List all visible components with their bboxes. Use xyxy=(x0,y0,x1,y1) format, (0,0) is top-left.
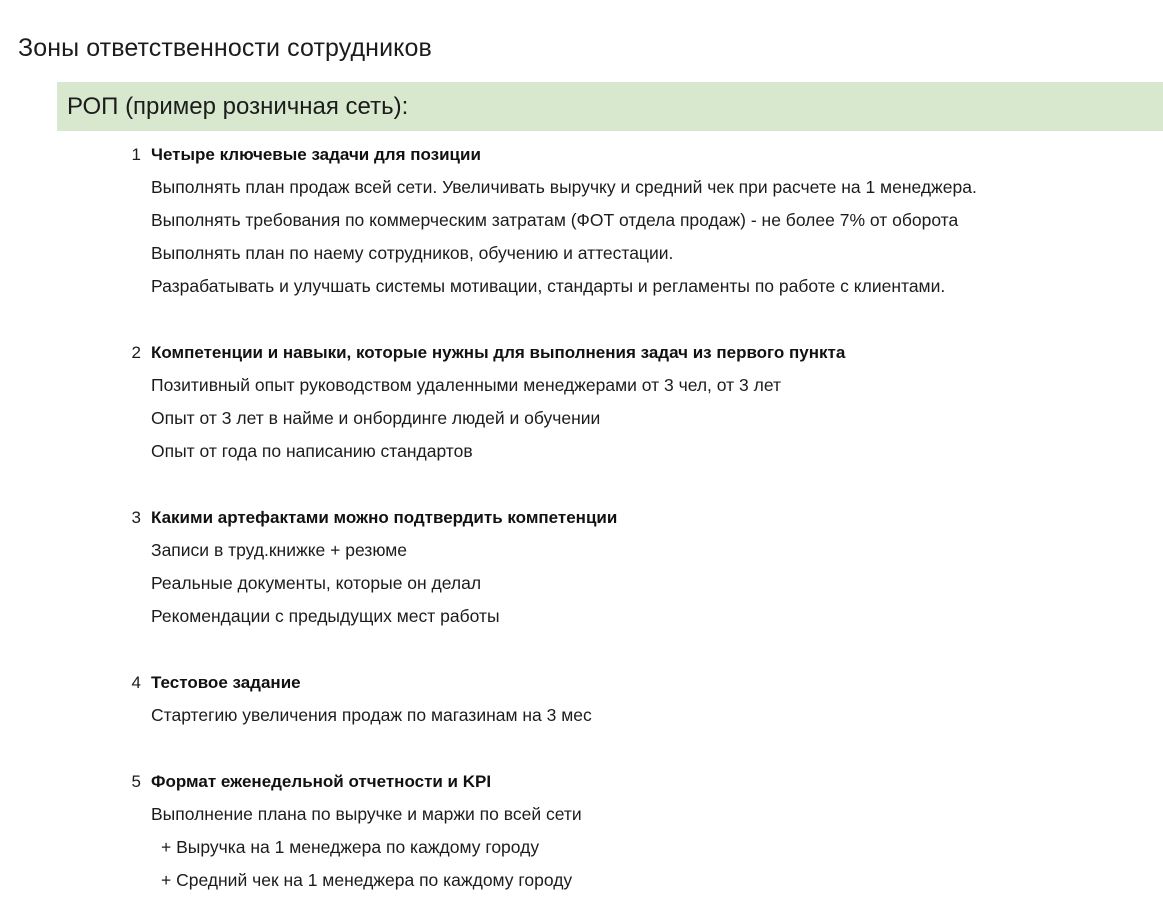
section-line-list xyxy=(0,369,1163,468)
section xyxy=(0,131,1163,329)
section-heading: Компетенции и навыки, которые нужны для выполнения задач из первого пункта xyxy=(151,343,846,362)
section-heading: Какими артефактами можно подтвердить компетенции xyxy=(151,508,618,527)
section xyxy=(0,659,1163,758)
section-heading: Тестовое задание xyxy=(151,673,301,692)
section-line: Опыт от 3 лет в найме и онбординге людей и обучении xyxy=(151,408,601,428)
section-banner xyxy=(57,82,1163,131)
section-heading-row xyxy=(0,765,1163,798)
section-line-list xyxy=(0,534,1163,633)
page-title: Зоны ответственности сотрудников xyxy=(18,33,432,62)
section-line: Реальные документы, которые он делал xyxy=(151,573,482,593)
section-number: 1 xyxy=(131,145,141,164)
section-line-list xyxy=(0,798,1163,897)
section-heading: Формат еженедельной отчетности и KPI xyxy=(151,772,492,791)
section-number: 3 xyxy=(131,508,141,527)
sections-container xyxy=(0,131,1163,897)
section xyxy=(0,329,1163,494)
section-banner-label: РОП (пример розничная сеть): xyxy=(67,92,409,120)
section-line: Опыт от года по написанию стандартов xyxy=(151,441,473,461)
section-line: Разрабатывать и улучшать системы мотивации, стандарты и регламенты по работе с клиентами. xyxy=(151,276,946,296)
section-line: Рекомендации с предыдущих мест работы xyxy=(151,606,500,626)
section-line: Позитивный опыт руководством удаленными менеджерами от 3 чел, от 3 лет xyxy=(151,375,781,395)
section-heading: Четыре ключевые задачи для позиции xyxy=(151,145,481,164)
section-line: Выполнять план продаж всей сети. Увеличивать выручку и средний чек при расчете на 1 менеджера. xyxy=(151,177,977,197)
section-number: 2 xyxy=(131,343,141,362)
section-line-plus: + Выручка на 1 менеджера по каждому городу xyxy=(161,837,540,857)
section-line: Записи в труд.книжке + резюме xyxy=(151,540,408,560)
section-line-list xyxy=(0,171,1163,303)
section-line-plus: + Средний чек на 1 менеджера по каждому городу xyxy=(161,870,573,890)
section-number: 4 xyxy=(131,673,141,692)
section-line-list xyxy=(0,699,1163,732)
section-heading-row xyxy=(0,336,1163,369)
section-line: Стартегию увеличения продаж по магазинам на 3 мес xyxy=(151,705,592,725)
section-line: Выполнение плана по выручке и маржи по всей сети xyxy=(151,804,582,824)
section xyxy=(0,494,1163,659)
section-heading-row xyxy=(0,666,1163,699)
section-line: Выполнять план по наему сотрудников, обучению и аттестации. xyxy=(151,243,674,263)
section-number: 5 xyxy=(131,772,141,791)
section-heading-row xyxy=(0,138,1163,171)
section-heading-row xyxy=(0,501,1163,534)
section-line: Выполнять требования по коммерческим затратам (ФОТ отдела продаж) - не более 7% от оборота xyxy=(151,210,959,230)
section xyxy=(0,758,1163,897)
